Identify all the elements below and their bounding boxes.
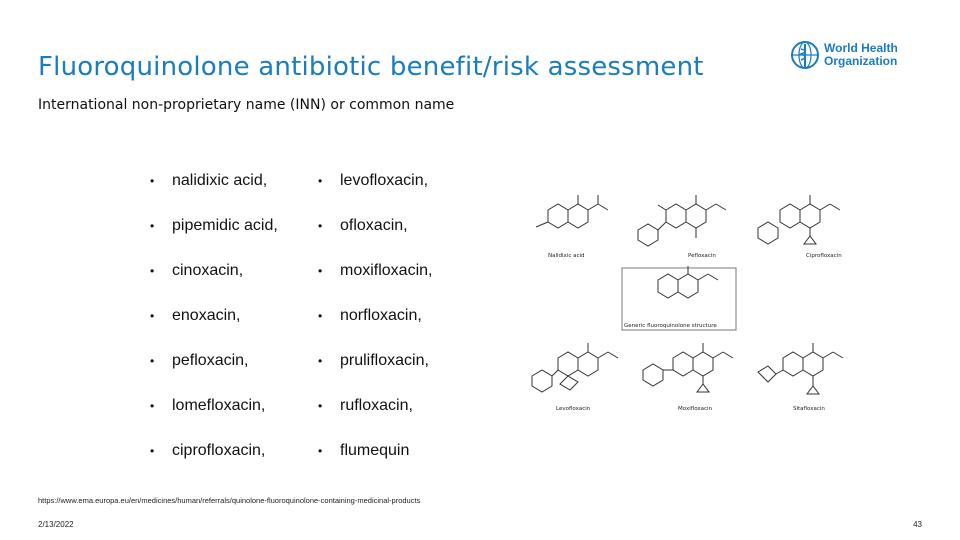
list-item: • rufloxacin, (318, 397, 413, 414)
inn-list-column-1 (150, 172, 278, 487)
who-logo (790, 40, 898, 70)
structure-label: Nalidixic acid (548, 253, 585, 259)
list-item: • pipemidic acid, (150, 217, 278, 234)
structure-ciprofloxacin (758, 195, 840, 244)
footer-date: 2/13/2022 (38, 520, 74, 529)
inn-list-column-2 (318, 172, 432, 487)
page-number: 43 (913, 520, 922, 529)
structure-label: Pefloxacin (688, 253, 716, 259)
list-item: • ofloxacin, (318, 217, 408, 234)
list-item: • flumequin (318, 442, 410, 459)
structure-label: Sitafloxacin (793, 406, 825, 412)
list-item: • moxifloxacin, (318, 262, 433, 279)
page-subtitle: International non-proprietary name (INN) or common name (38, 97, 455, 113)
list-item: • ciprofloxacin, (150, 442, 266, 459)
list-item: • lomefloxacin, (150, 397, 266, 414)
structure-sitafloxacin (758, 343, 843, 394)
list-item: • cinoxacin, (150, 262, 244, 279)
logo-line-1: World Health (824, 41, 898, 55)
list-item: • pefloxacin, (150, 352, 249, 369)
structure-label: Levofloxacin (556, 406, 591, 412)
source-url: https://www.ema.europa.eu/en/medicines/human/referrals/quinolone-fluoroquinolone-containing-medicinal-products (38, 496, 421, 505)
page-title: Fluoroquinolone antibiotic benefit/risk assessment (38, 52, 704, 82)
structure-generic (622, 266, 736, 330)
structure-label: Moxifloxacin (678, 406, 713, 412)
chemical-structures-figure (518, 180, 868, 415)
structure-label: Ciprofloxacin (806, 253, 842, 259)
structure-moxifloxacin (643, 343, 733, 392)
list-item: • prulifloxacin, (318, 352, 429, 369)
list-item: • levofloxacin, (318, 172, 429, 189)
structure-pefloxacin (638, 195, 726, 246)
structure-label: Generic fluoroquinolone structure (624, 323, 717, 329)
structure-levofloxacin (532, 343, 618, 392)
structure-nalidixic-acid (536, 195, 608, 228)
who-emblem-icon (790, 40, 820, 70)
list-item: • enoxacin, (150, 307, 241, 324)
logo-line-2: Organization (824, 54, 898, 68)
list-item: • norfloxacin, (318, 307, 422, 324)
list-item: • nalidixic acid, (150, 172, 268, 189)
